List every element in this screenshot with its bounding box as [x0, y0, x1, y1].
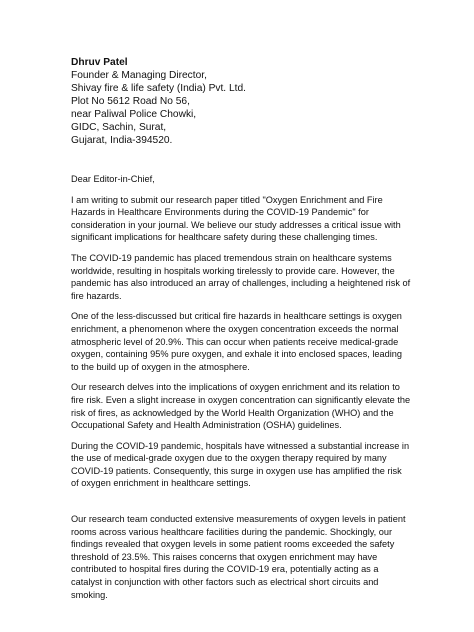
paragraph-submission: I am writing to submit our research paper titled "Oxygen Enrichment and Fire Hazards in Healthcare Environments during the COVID-19 Pandemic" for consideration in your journal. We believe our study addresses a critical issue with significant implications for healthcare safety during these challenging times.: [71, 194, 401, 243]
sender-company: Shivay fire & life safety (India) Pvt. Ltd.: [71, 83, 246, 94]
sender-block: [71, 56, 411, 147]
sender-title: Founder & Managing Director,: [71, 70, 207, 81]
paragraph-oxygen-use: During the COVID-19 pandemic, hospitals have witnessed a substantial increase in the use of medical-grade oxygen due to the oxygen therapy required by many COVID-19 patients. Consequently, this surge in oxygen use has amplified the risk of oxygen enrichment in healthcare settings.: [71, 440, 410, 489]
salutation: Dear Editor-in-Chief,: [71, 174, 155, 184]
letter-body: [71, 56, 411, 601]
sender-address-line-1: Plot No 5612 Road No 56,: [71, 96, 190, 107]
sender-name: Dhruv Patel: [71, 57, 128, 68]
sender-address-line-4: Gujarat, India-394520.: [71, 135, 173, 146]
sender-address-line-3: GIDC, Sachin, Surat,: [71, 122, 167, 133]
sender-address-line-2: near Paliwal Police Chowki,: [71, 109, 197, 120]
paragraph-oxygen-enrichment: One of the less-discussed but critical fire hazards in healthcare settings is oxygen enrichment, a phenomenon where the oxygen concentration exceeds the normal atmospheric level of 20.9%. This can occur when patients receive medical-grade oxygen, containing 95% pure oxygen, and exhale it into enclosed spaces, leading to the build up of oxygen in the atmosphere.: [71, 311, 402, 372]
paragraph-pandemic-strain: The COVID-19 pandemic has placed tremendous strain on healthcare systems worldwide, resulting in hospitals working tirelessly to provide care. However, the pandemic has also introduced an array of challenges, including a heightened risk of fire hazards.: [71, 252, 411, 301]
paragraph-fire-risk: Our research delves into the implications of oxygen enrichment and its relation to fire risk. Even a slight increase in oxygen concentration can significantly elevate the risk of fires, as acknowledged by the World Health Organization (WHO) and the Occupational Safety and Health Administration (OSHA) guidelines.: [71, 382, 411, 431]
paragraph-measurements: Our research team conducted extensive measurements of oxygen levels in patient rooms across various healthcare facilities during the pandemic. Shockingly, our findings revealed that oxygen levels in some patient rooms exceeded the safety threshold of 23.5%. This raises concerns that oxygen enrichment may have contributed to hospital fires during the COVID-19 era, potentially acting as a catalyst in conjunction with other factors such as electrical short circuits and smoking.: [71, 514, 406, 600]
